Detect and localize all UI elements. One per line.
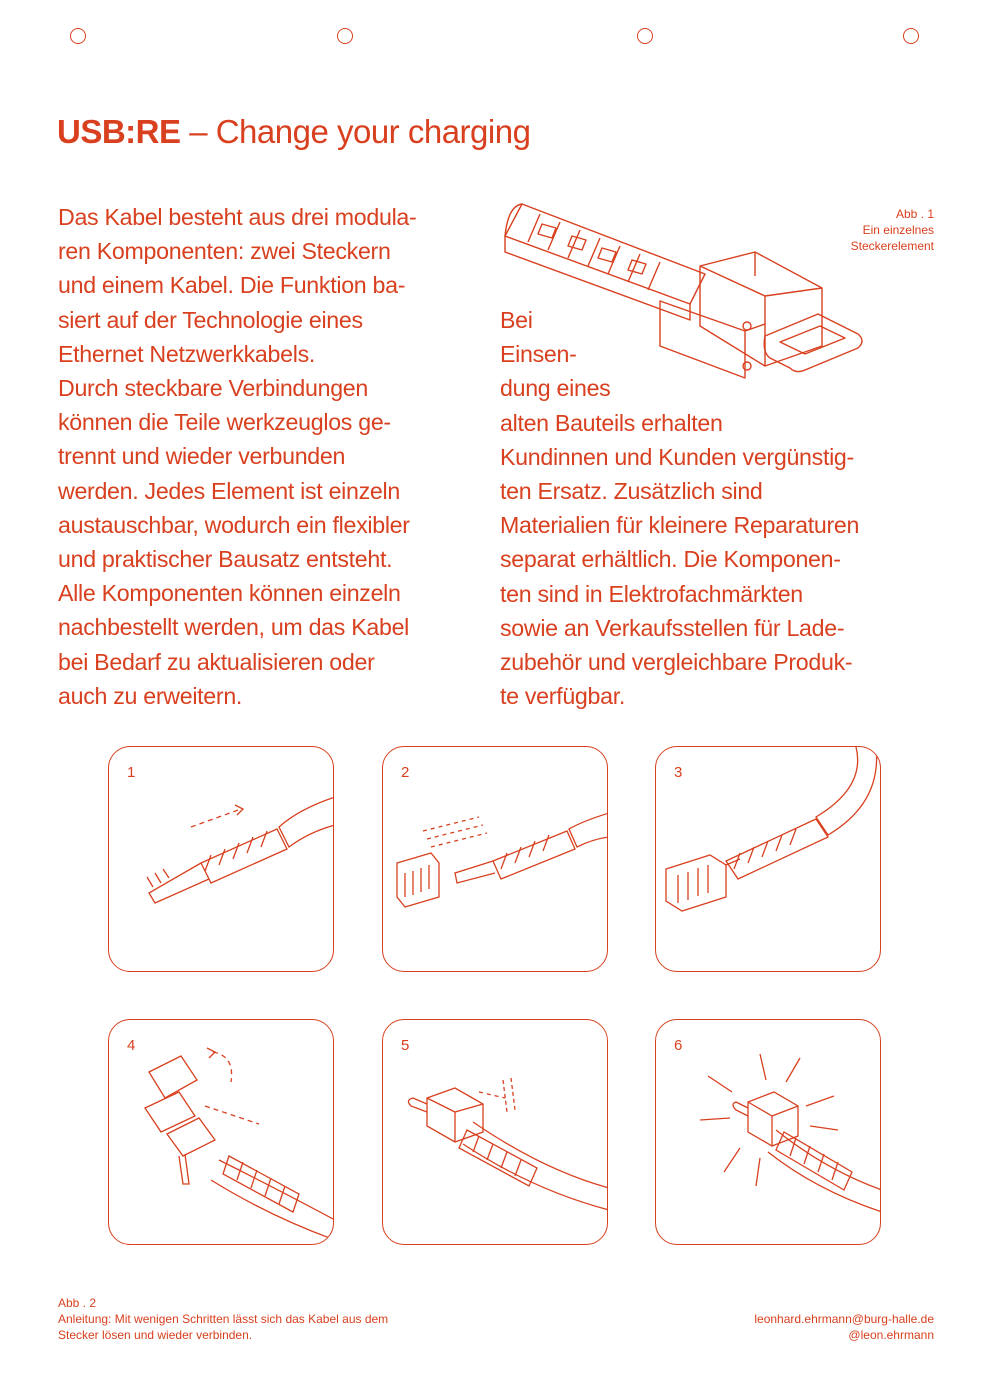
contact-email: leonhard.ehrmann@burg-halle.de	[754, 1312, 934, 1326]
title-subtitle: – Change your charging	[189, 113, 531, 150]
text-line: und einem Kabel. Die Funktion ba-	[58, 272, 406, 299]
step-panel-1	[108, 746, 334, 972]
punch-hole	[70, 28, 86, 44]
brand-name: USB:RE	[57, 113, 181, 150]
page-title	[57, 112, 530, 152]
text-line: Einsen-	[500, 341, 577, 368]
figure1-caption	[851, 206, 934, 254]
text-line: können die Teile werkzeuglos ge-	[58, 409, 391, 436]
text-line: te verfügbar.	[500, 683, 626, 710]
caption-line: Anleitung: Mit wenigen Schritten lässt sich das Kabel aus dem	[58, 1312, 389, 1326]
text-line: Kundinnen und Kunden vergünstig-	[500, 443, 854, 470]
step-number: 2	[401, 764, 410, 781]
caption-line: Ein einzelnes	[862, 223, 934, 237]
contact-handle: @leon.ehrmann	[848, 1328, 934, 1342]
text-line: Alle Komponenten können einzeln	[58, 580, 401, 607]
step-number: 6	[674, 1037, 683, 1054]
text-line: auch zu erweitern.	[58, 682, 243, 709]
step-panel-2	[382, 746, 608, 972]
step-4-illustration	[109, 1020, 334, 1245]
step-3-illustration	[656, 747, 881, 972]
intro-column-right	[500, 303, 859, 713]
step-1-illustration	[109, 747, 334, 972]
step-number: 4	[127, 1037, 136, 1054]
text-line: und praktischer Bausatz entsteht.	[58, 546, 393, 573]
contact-info	[754, 1311, 934, 1343]
text-line: ren Komponenten: zwei Steckern	[58, 238, 391, 265]
text-line: trennt und wieder verbunden	[58, 443, 346, 470]
text-line: Ethernet Netzwerkkabels.	[58, 340, 315, 367]
text-line: ten sind in Elektrofachmärkten	[500, 580, 803, 607]
text-line: zubehör und vergleichbare Produk-	[500, 649, 853, 676]
punch-hole	[903, 28, 919, 44]
text-line: bei Bedarf zu aktualisieren oder	[58, 648, 375, 675]
text-line: austauschbar, wodurch ein flexibler	[58, 511, 410, 538]
text-line: Materialien für kleinere Reparaturen	[500, 512, 860, 539]
step-number: 1	[127, 764, 136, 781]
text-line: Bei	[500, 307, 533, 333]
step-panel-5	[382, 1019, 608, 1245]
step-2-illustration	[383, 747, 608, 972]
step-panel-3	[655, 746, 881, 972]
step-panel-6	[655, 1019, 881, 1245]
caption-line: Steckerelement	[850, 239, 934, 253]
text-line: nachbestellt werden, um das Kabel	[58, 614, 410, 641]
text-line: werden. Jedes Element ist einzeln	[58, 477, 400, 504]
text-line: separat erhältlich. Die Komponen-	[500, 546, 841, 573]
figure2-caption	[58, 1295, 388, 1343]
step-6-illustration	[656, 1020, 881, 1245]
text-line: sowie an Verkaufsstellen für Lade-	[500, 614, 845, 641]
step-5-illustration	[383, 1020, 608, 1245]
text-line: ten Ersatz. Zusätzlich sind	[500, 478, 763, 505]
text-line: dung eines	[500, 375, 611, 402]
step-number: 5	[401, 1037, 410, 1054]
step-number: 3	[674, 764, 683, 781]
caption-line: Stecker lösen und wieder verbinden.	[58, 1328, 253, 1342]
text-line: Durch steckbare Verbindungen	[58, 375, 368, 402]
step-panel-4	[108, 1019, 334, 1245]
text-line: Das Kabel besteht aus drei modula-	[58, 204, 417, 230]
punch-hole	[337, 28, 353, 44]
text-line: alten Bauteils erhalten	[500, 409, 723, 436]
caption-line: Abb . 2	[58, 1296, 97, 1310]
punch-hole	[637, 28, 653, 44]
caption-line: Abb . 1	[895, 207, 934, 221]
intro-column-left	[58, 200, 416, 713]
text-line: siert auf der Technologie eines	[58, 306, 363, 333]
